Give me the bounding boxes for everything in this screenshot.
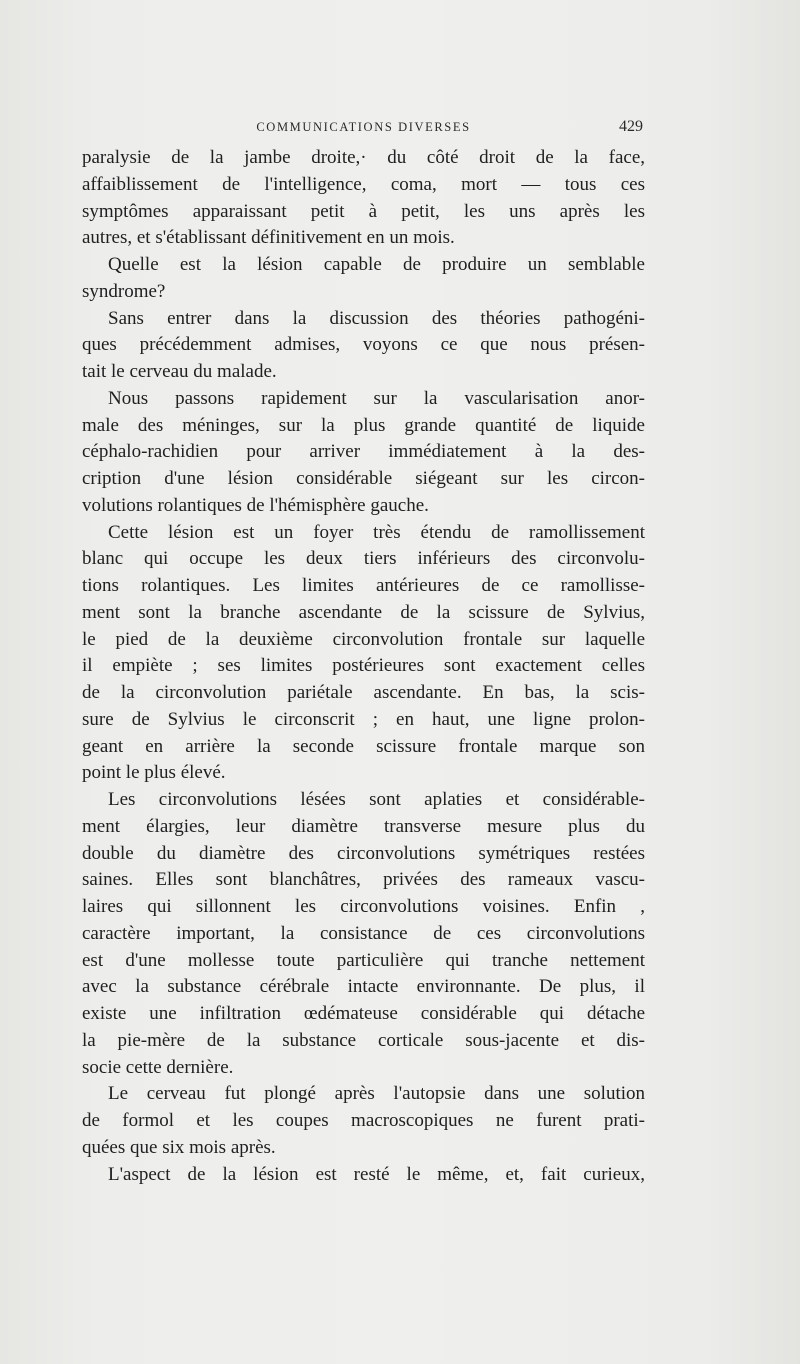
running-title: COMMUNICATIONS DIVERSES bbox=[256, 120, 471, 134]
text-line: quées que six mois après. bbox=[82, 1136, 276, 1158]
text-line: Nous passons rapidement sur la vascularisation anor- bbox=[108, 387, 645, 409]
text-line: Quelle est la lésion capable de produire un semblable bbox=[108, 254, 645, 275]
text-line: symptômes apparaissant petit à petit, les uns après les bbox=[82, 200, 645, 222]
text-line: point le plus élevé. bbox=[82, 762, 226, 784]
text-line: tions rolantiques. Les limites antérieures de ce ramollisse- bbox=[82, 575, 645, 596]
text-line: Cette lésion est un foyer très étendu de ramollissement bbox=[108, 521, 645, 543]
text-line: la pie-mère de la substance corticale sous-jacente et dis- bbox=[82, 1029, 645, 1051]
text-line: Sans entrer dans la discussion des théories pathogéni- bbox=[108, 307, 645, 329]
text-line: blanc qui occupe les deux tiers inférieurs des circonvolu- bbox=[82, 548, 645, 570]
text-line: laires qui sillonnent les circonvolutions voisines. Enfin , bbox=[82, 896, 645, 917]
text-line: paralysie de la jambe droite,· du côté droit de la face, bbox=[82, 147, 645, 168]
text-line: céphalo-rachidien pour arriver immédiatement à la des- bbox=[82, 441, 645, 463]
text-line: male des méninges, sur la plus grande quantité de liquide bbox=[82, 414, 645, 436]
text-line: Les circonvolutions lésées sont aplaties et considérable- bbox=[108, 789, 645, 810]
text-line: autres, et s'établissant définitivement en un mois. bbox=[82, 227, 455, 249]
text-line: le pied de la deuxième circonvolution frontale sur laquelle bbox=[82, 628, 645, 650]
text-line: ment élargies, leur diamètre transverse mesure plus du bbox=[82, 815, 645, 837]
body-text bbox=[82, 145, 645, 1188]
text-line: ques précédemment admises, voyons ce que nous présen- bbox=[82, 334, 645, 356]
text-line: ment sont la branche ascendante de la scissure de Sylvius, bbox=[82, 601, 645, 623]
text-line: double du diamètre des circonvolutions symétriques restées bbox=[82, 842, 645, 864]
page-number: 429 bbox=[619, 118, 643, 135]
text-line: affaiblissement de l'intelligence, coma, mort — tous ces bbox=[82, 173, 645, 195]
running-head bbox=[82, 118, 645, 142]
text-line: geant en arrière la seconde scissure frontale marque son bbox=[82, 735, 645, 757]
text-line: de formol et les coupes macroscopiques ne furent prati- bbox=[82, 1110, 645, 1131]
text-line: avec la substance cérébrale intacte environnante. De plus, il bbox=[82, 976, 645, 998]
text-line: socie cette dernière. bbox=[82, 1056, 234, 1078]
text-line: L'aspect de la lésion est resté le même, et, fait curieux, bbox=[108, 1163, 645, 1185]
text-line: caractère important, la consistance de ces circonvolutions bbox=[82, 922, 645, 944]
text-line: syndrome? bbox=[82, 280, 166, 302]
text-line: il empiète ; ses limites postérieures sont exactement celles bbox=[82, 655, 645, 677]
text-line: de la circonvolution pariétale ascendante. En bas, la scis- bbox=[82, 682, 645, 703]
text-line: saines. Elles sont blanchâtres, privées des rameaux vascu- bbox=[82, 869, 645, 891]
text-line: volutions rolantiques de l'hémisphère gauche. bbox=[82, 494, 429, 516]
text-line: cription d'une lésion considérable siégeant sur les circon- bbox=[82, 468, 645, 489]
text-line: Le cerveau fut plongé après l'autopsie dans une solution bbox=[108, 1083, 645, 1105]
text-line: sure de Sylvius le circonscrit ; en haut, une ligne prolon- bbox=[82, 708, 645, 730]
text-line: est d'une mollesse toute particulière qui tranche nettement bbox=[82, 949, 645, 971]
text-line: tait le cerveau du malade. bbox=[82, 361, 277, 382]
text-line: existe une infiltration œdémateuse considérable qui détache bbox=[82, 1003, 645, 1024]
